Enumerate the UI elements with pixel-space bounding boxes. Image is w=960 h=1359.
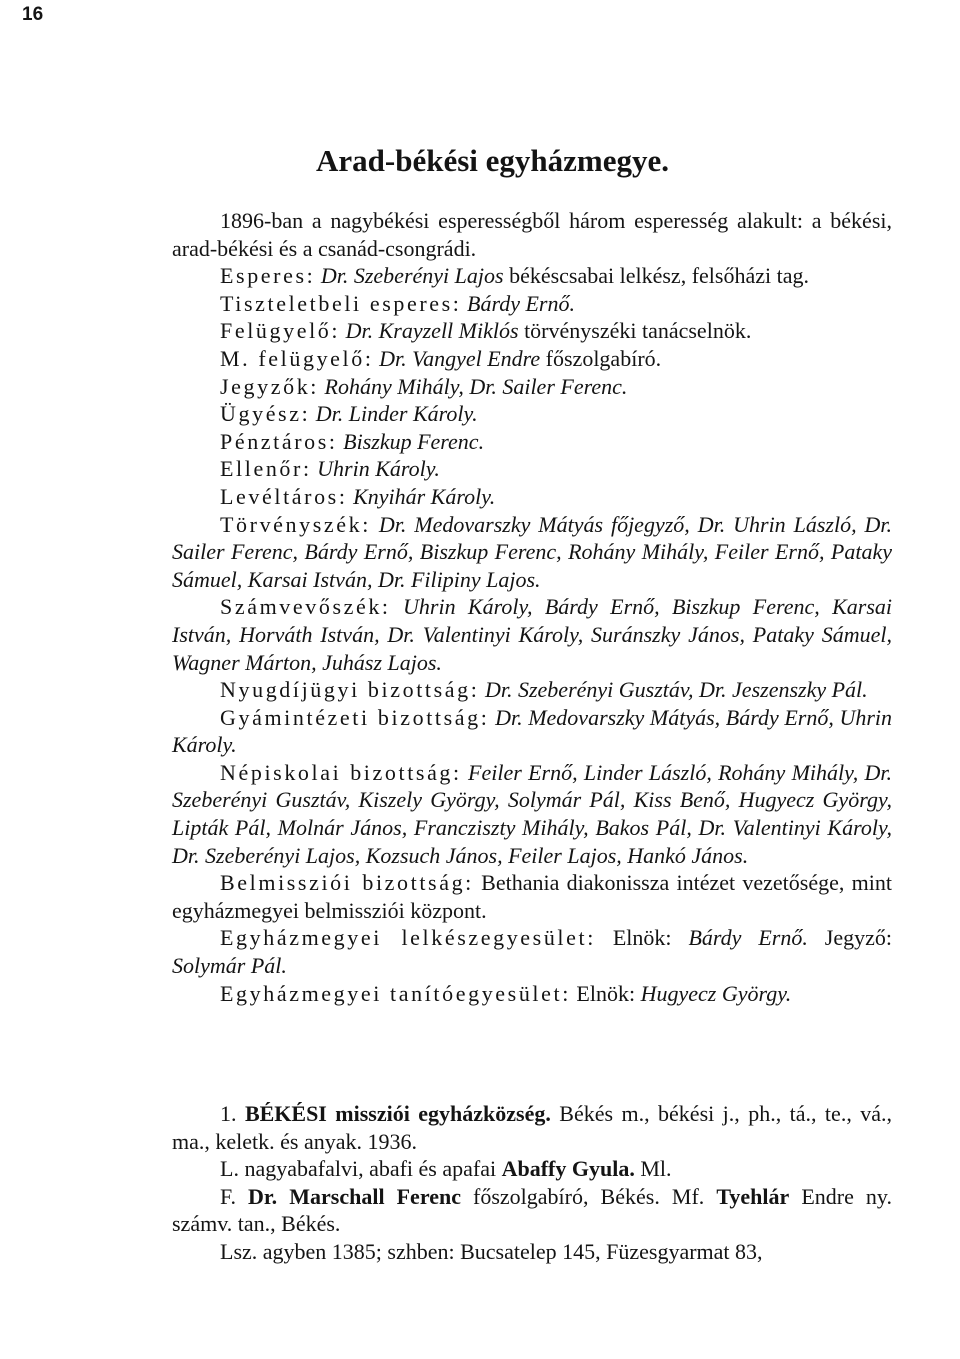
- entry-label: Ellenőr:: [220, 456, 312, 482]
- entry-label: Egyházmegyei lelkészegyesület:: [220, 925, 596, 951]
- parish-heading: [172, 1100, 892, 1155]
- parish-section: [172, 1100, 892, 1266]
- entry-torvenyszek: [172, 511, 892, 594]
- elnok-label: Elnök:: [595, 925, 689, 951]
- jegyzo-label: Jegyző:: [807, 925, 893, 951]
- entry-label: Ügyész:: [220, 401, 311, 427]
- elnok-value: Bárdy Ernő.: [688, 925, 808, 951]
- entry-value: Biszkup Ferenc.: [343, 428, 485, 454]
- entry-suffix: békéscsabai lelkész, felsőházi tag.: [503, 263, 809, 289]
- entry-suffix: főszolgabíró.: [540, 345, 662, 371]
- parish-felugyelo-label: F.: [220, 1183, 249, 1209]
- entry-value: Bárdy Ernő.: [467, 290, 575, 316]
- entry-value: Dr. Vangyel Endre: [379, 345, 541, 371]
- parish-number: 1.: [220, 1101, 245, 1126]
- parish-lelkesz-label: L.: [220, 1156, 245, 1182]
- intro-paragraph: 1896-ban a nagybékési esperességből három esperesség alakult: a békési, arad-békési és a csanád-csongrádi.: [172, 208, 892, 261]
- entry-label: Egyházmegyei tanítóegyesület:: [220, 980, 571, 1006]
- parish-lelekszam: Lsz. agyben 1385; szhben: Bucsatelep 145, Füzesgyarmat 83,: [220, 1238, 763, 1264]
- entry-value: Uhrin Károly, Bárdy Ernő, Biszkup Ferenc, Karsai István, Horváth István, Dr. Valentinyi Károly, Suránszky János, Pataky Sámuel, Wagner Márton, Juhász Lajos.: [172, 594, 893, 675]
- entry-value: Rohány Mihály, Dr. Sailer Ferenc.: [324, 373, 628, 399]
- entry-suffix: Bethania diakonissza intézet vezetősége, mint egyházmegyei belmissziói központ.: [172, 870, 892, 923]
- entry-esperes: [172, 262, 892, 290]
- main-text: [172, 207, 892, 1007]
- entry-value: Dr. Linder Károly.: [315, 401, 478, 427]
- entry-label: Népiskolai bizottság:: [220, 759, 462, 785]
- entry-belmisszioi-bizottsag: [172, 869, 892, 924]
- page-number: 16: [22, 4, 44, 25]
- parish-lelkesz-name: Abaffy Gyula.: [501, 1156, 635, 1182]
- entry-nepiskolai-bizottsag: [172, 759, 892, 869]
- entry-value: Dr. Medovarszky Mátyás, Bárdy Ernő, Uhrin Károly.: [172, 704, 893, 758]
- entry-leveltaros: [172, 483, 892, 511]
- entry-label: Jegyzők:: [220, 373, 320, 399]
- parish-felugyelo-name: Dr. Marschall Ferenc: [248, 1183, 461, 1209]
- parish-name: BÉKÉSI missziói egyházközség.: [244, 1101, 551, 1126]
- entry-nyugdijugyi-bizottsag: [172, 676, 892, 704]
- parish-mf-rest: Endre ny. számv. tan., Békés.: [172, 1183, 892, 1237]
- parish-lelkesz: [172, 1155, 892, 1183]
- entry-tiszteletbeli-esperes: [172, 290, 892, 318]
- entry-label: Tiszteletbeli esperes:: [220, 290, 462, 316]
- parish-felugyelo-role: főszolgabíró, Békés. Mf.: [460, 1183, 717, 1209]
- parish-felugyelo: [172, 1183, 892, 1238]
- entry-value: Feiler Ernő, Linder László, Rohány Mihály, Dr. Szeberényi Gusztáv, Kiszely György, Solymár Pál, Kiss Benő, Hugyecz György, Lipták Pál, Molnár János, Francziszty Mihály, Bakos Pál, Dr. Valentinyi Károly, Dr. Szeberényi Lajos, Kozsuch János, Feiler Lajos, Hankó János.: [172, 759, 892, 868]
- entry-label: Esperes:: [220, 263, 316, 289]
- entry-felugyelo: [172, 317, 892, 345]
- entry-label: Törvényszék:: [220, 511, 371, 537]
- entry-label: Felügyelő:: [220, 318, 341, 344]
- entry-value: Dr. Krayzell Miklós: [345, 318, 519, 344]
- entry-gyamintezeti-bizottsag: [172, 704, 892, 759]
- entry-label: Gyámintézeti bizottság:: [220, 704, 490, 730]
- entry-ellenor: [172, 455, 892, 483]
- entry-jegyzok: [172, 373, 892, 401]
- page-title: Arad-békési egyházmegye.: [316, 143, 669, 178]
- parish-lelkesz-prefix: nagyabafalvi, abafi és apafai: [244, 1156, 502, 1182]
- parish-mf-name: Tyehlár: [716, 1183, 790, 1209]
- elnok-label: Elnök:: [570, 980, 641, 1006]
- jegyzo-value: Solymár Pál.: [172, 953, 287, 979]
- entry-label: Belmissziói bizottság:: [220, 870, 474, 896]
- entry-label: M. felügyelő:: [220, 345, 374, 371]
- entry-value: Dr. Szeberényi Lajos: [320, 263, 504, 289]
- parish-lelkesz-suffix: Ml.: [634, 1156, 672, 1182]
- entry-label: Nyugdíjügyi bizottság:: [220, 677, 480, 703]
- parish-description: Békés m., békési j., ph., tá., te., vá., ma., keletk. és anyak. 1936.: [172, 1101, 893, 1154]
- entry-label: Pénztáros:: [220, 428, 338, 454]
- entry-penztaros: [172, 428, 892, 456]
- entry-lelkeszegyesulet: [172, 924, 892, 979]
- entry-tanitoegyesulet: [172, 980, 892, 1008]
- elnok-value: Hugyecz György.: [640, 980, 792, 1006]
- entry-label: Levéltáros:: [220, 483, 348, 509]
- entry-m-felugyelo: [172, 345, 892, 373]
- entry-suffix: törvényszéki tanácselnök.: [518, 318, 752, 344]
- entry-szamvevoszek: [172, 593, 892, 676]
- entry-label: Számvevőszék:: [220, 594, 391, 620]
- entry-value: Dr. Szeberényi Gusztáv, Dr. Jeszenszky Pál.: [484, 677, 868, 703]
- entry-ugyesz: [172, 400, 892, 428]
- entry-value: Knyihár Károly.: [353, 483, 496, 509]
- entry-value: Uhrin Károly.: [317, 456, 440, 482]
- entry-value: Dr. Medovarszky Mátyás főjegyző, Dr. Uhrin László, Dr. Sailer Ferenc, Bárdy Ernő, Biszkup Ferenc, Rohány Mihály, Feiler Ernő, Pataky Sámuel, Karsai István, Dr. Filipiny Lajos.: [172, 511, 892, 592]
